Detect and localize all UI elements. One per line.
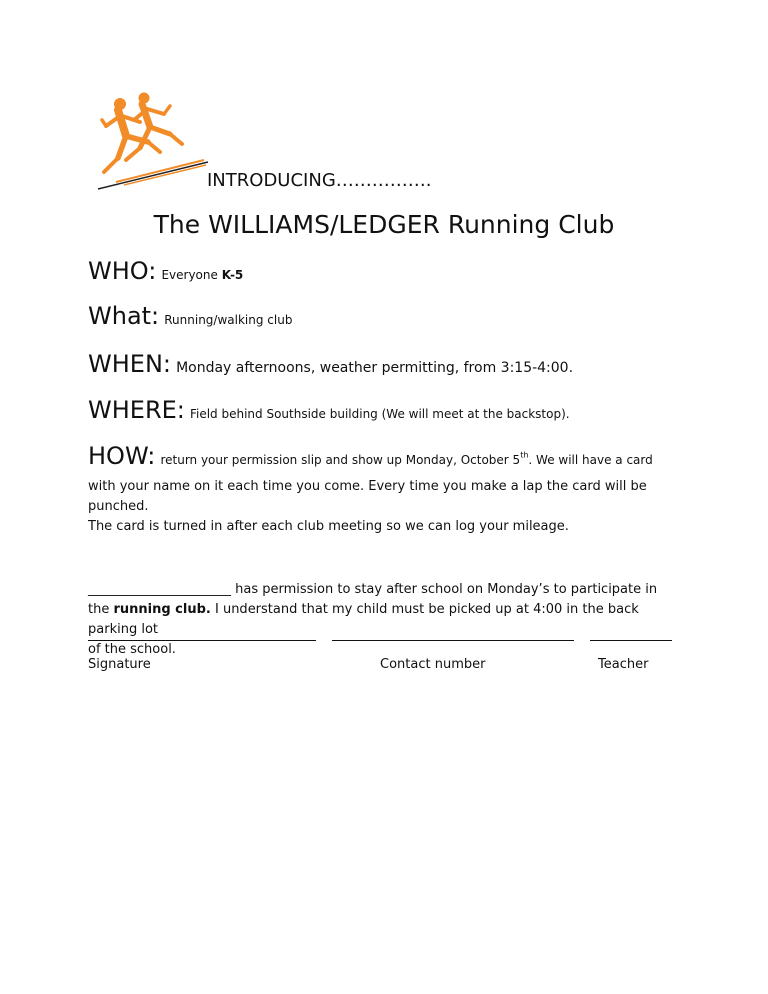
- teacher-line[interactable]: [590, 640, 672, 641]
- who-grades: K-5: [221, 268, 244, 282]
- how-sup: th: [520, 450, 529, 460]
- permission-bold: running club.: [113, 602, 211, 617]
- when-label: WHEN:: [88, 350, 171, 378]
- contact-number-caption: Contact number: [380, 657, 486, 672]
- who-label: WHO:: [88, 257, 157, 285]
- where-row: [88, 396, 570, 424]
- student-name-blank[interactable]: ______________________: [88, 582, 231, 597]
- permission-text-2a: the: [88, 602, 114, 617]
- when-row: [88, 350, 573, 378]
- what-row: [88, 302, 292, 330]
- signature-caption: Signature: [88, 657, 151, 672]
- running-club-logo: [96, 92, 211, 192]
- permission-text-1: has permission to stay after school on Monday’s to participate in: [231, 582, 658, 597]
- when-text: Monday afternoons, weather permitting, from 3:15-4:00.: [176, 360, 574, 376]
- permission-text-2b: I understand that my child must be picked up at 4:00 in the back parking lot: [88, 602, 639, 637]
- what-text: Running/walking club: [164, 313, 293, 327]
- permission-line-2: [88, 600, 688, 640]
- how-line-3: The card is turned in after each club meeting so we can log your mileage.: [88, 519, 569, 534]
- how-row: [88, 442, 653, 470]
- teacher-caption: Teacher: [598, 657, 649, 672]
- how-details: [88, 477, 688, 537]
- what-label: What:: [88, 302, 160, 330]
- how-text-after: . We will have a card: [528, 453, 653, 467]
- who-text: Everyone: [161, 268, 222, 282]
- intro-heading: INTRODUCING…………….: [207, 170, 432, 191]
- page-title: The WILLIAMS/LEDGER Running Club: [153, 210, 615, 239]
- where-label: WHERE:: [88, 396, 185, 424]
- contact-number-line[interactable]: [332, 640, 574, 641]
- how-line-2: with your name on it each time you come. Every time you make a lap the card will be punched.: [88, 479, 647, 514]
- how-label: HOW:: [88, 442, 156, 470]
- who-row: [88, 257, 243, 285]
- how-text: return your permission slip and show up Monday, October 5: [160, 453, 521, 467]
- permission-line-3: of the school.: [88, 642, 176, 657]
- where-text: Field behind Southside building (We will meet at the backstop).: [189, 407, 570, 421]
- signature-line[interactable]: [88, 640, 316, 641]
- permission-paragraph: [88, 580, 688, 660]
- permission-line-1: [88, 580, 688, 600]
